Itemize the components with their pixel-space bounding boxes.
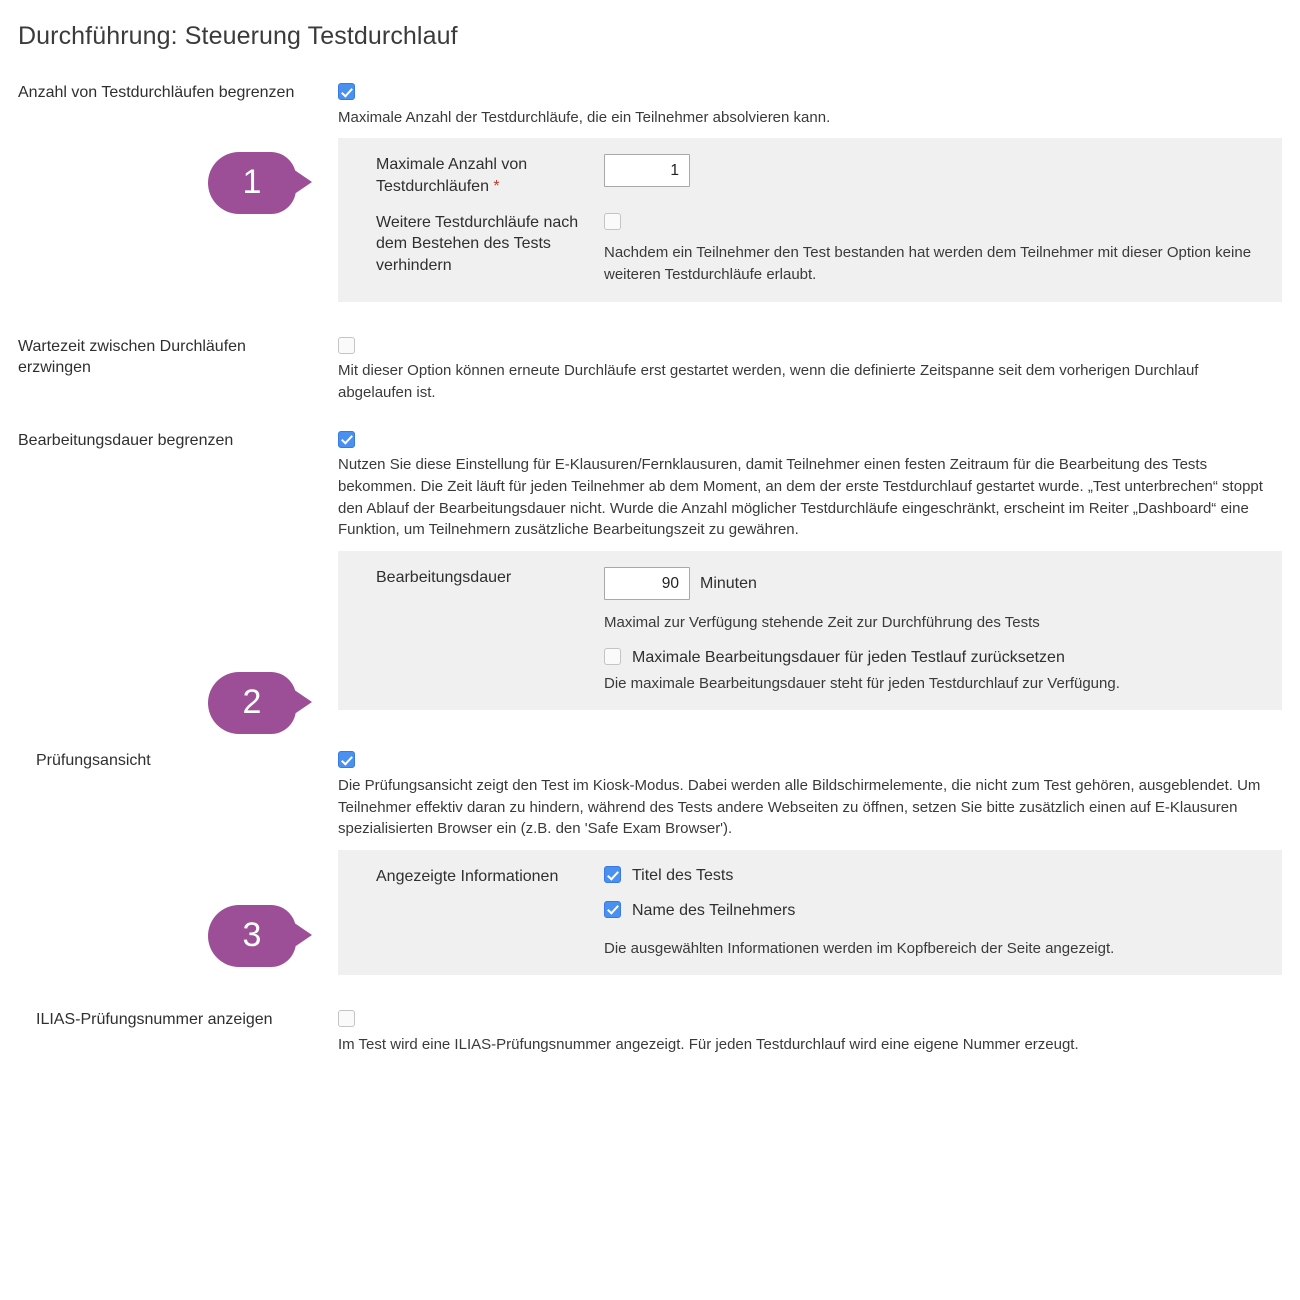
callout-number: 2 [242,683,262,722]
setting-exam-number-label: ILIAS-Prüfungsnummer anzeigen [36,1011,273,1029]
reset-per-pass-checkbox[interactable] [604,648,621,665]
duration-input[interactable] [604,567,690,600]
page-title: Durchführung: Steuerung Testdurchlauf [18,22,458,50]
setting-processing-time [18,430,1282,711]
shown-info-label: Angezeigte Informationen [376,868,559,886]
max-passes-checkbox[interactable] [338,83,355,100]
duration-hint: Maximal zur Verfügung stehende Zeit zur Durchführung des Tests [604,614,1040,632]
block-after-passed-row [376,212,1262,286]
duration-unit: Minuten [700,574,757,592]
shown-info-option [604,866,1262,887]
processing-time-subpanel [338,551,1282,710]
exam-number-description: Im Test wird eine ILIAS-Prüfungsnummer angezeigt. Für jeden Testdurchlauf wird eine eigene Nummer erzeugt. [338,1035,1079,1053]
max-count-label-text: Maximale Anzahl von Testdurchläufen [376,156,528,196]
processing-time-checkbox[interactable] [338,431,355,448]
callout-number: 3 [242,916,262,955]
exam-view-description: Die Prüfungsansicht zeigt den Test im Kiosk-Modus. Dabei werden alle Bildschirmelemente, die nicht zum Test gehören, ausgeblendet. Um Teilnehmer effektiv daran zu hindern, während des Tests andere Webseiten zu öffnen, setzen Sie bitte zusätzlich einen auf E-Klausuren spezialisierten Browser ein (z.B. den 'Safe Exam Browser'). [338,776,1261,838]
max-passes-description: Maximale Anzahl der Testdurchläufe, die ein Teilnehmer absolvieren kann. [338,108,831,126]
setting-waiting-time [18,336,1282,404]
max-count-row [376,154,1262,197]
reset-per-pass-row [604,648,1262,669]
callout-badge-2 [208,672,312,734]
block-after-passed-label: Weitere Testdurchläufe nach dem Bestehen des Tests verhindern [376,213,579,274]
shown-info-title-label: Titel des Tests [632,867,734,885]
shown-info-option [604,901,1262,922]
exam-view-checkbox[interactable] [338,751,355,768]
duration-label: Bearbeitungsdauer [376,569,512,587]
callout-badge-1 [208,152,312,214]
shown-info-title-checkbox[interactable] [604,866,621,883]
shown-info-note: Die ausgewählten Informationen werden im Kopfbereich der Seite angezeigt. [604,939,1115,957]
shown-info-participant-label: Name des Teilnehmers [632,901,796,919]
max-passes-subpanel [338,138,1282,301]
exam-view-subpanel [338,850,1282,975]
required-marker: * [493,178,500,196]
callout-badge-3 [208,905,312,967]
duration-row [376,567,1262,694]
reset-per-pass-label: Maximale Bearbeitungsdauer für jeden Testlauf zurücksetzen [632,648,1065,666]
setting-waiting-time-label: Wartezeit zwischen Durchläufen erzwingen [18,337,246,377]
exam-number-checkbox[interactable] [338,1010,355,1027]
shown-info-participant-checkbox[interactable] [604,901,621,918]
reset-per-pass-note: Die maximale Bearbeitungsdauer steht für jeden Testdurchlauf zur Verfügung. [604,674,1120,692]
block-after-passed-checkbox[interactable] [604,213,621,230]
max-count-label [376,154,604,197]
setting-exam-view-label: Prüfungsansicht [36,752,151,770]
setting-max-passes-label: Anzahl von Testdurchläufen begrenzen [18,84,295,102]
waiting-time-description: Mit dieser Option können erneute Durchläufe erst gestartet werden, wenn die definierte Zeitspanne seit dem vorherigen Durchlauf abgelaufen ist. [338,362,1199,401]
block-after-passed-description: Nachdem ein Teilnehmer den Test bestanden hat werden dem Teilnehmer mit dieser Option keine weiteren Testdurchläufe erlaubt. [604,244,1252,283]
shown-info-row [376,866,1262,959]
waiting-time-checkbox[interactable] [338,337,355,354]
processing-time-description: Nutzen Sie diese Einstellung für E-Klausuren/Fernklausuren, damit Teilnehmer einen festen Zeitraum für die Bearbeitung des Tests bekommen. Die Zeit läuft für jeden Teilnehmer ab dem Moment, an dem der erste Testdurchlauf gestartet wurde. „Test unterbrechen“ stoppt den Ablauf der Bearbeitungsdauer nicht. Wurde die Anzahl möglicher Testdurchläufe eingeschränkt, erscheint im Reiter „Dashboard“ eine Funktion, um Teilnehmern zusätzliche Bearbeitungszeit zu gewähren. [338,456,1263,539]
setting-exam-number [18,1009,1282,1055]
setting-processing-time-label: Bearbeitungsdauer begrenzen [18,431,234,449]
callout-number: 1 [242,163,262,202]
max-count-input[interactable] [604,154,690,187]
